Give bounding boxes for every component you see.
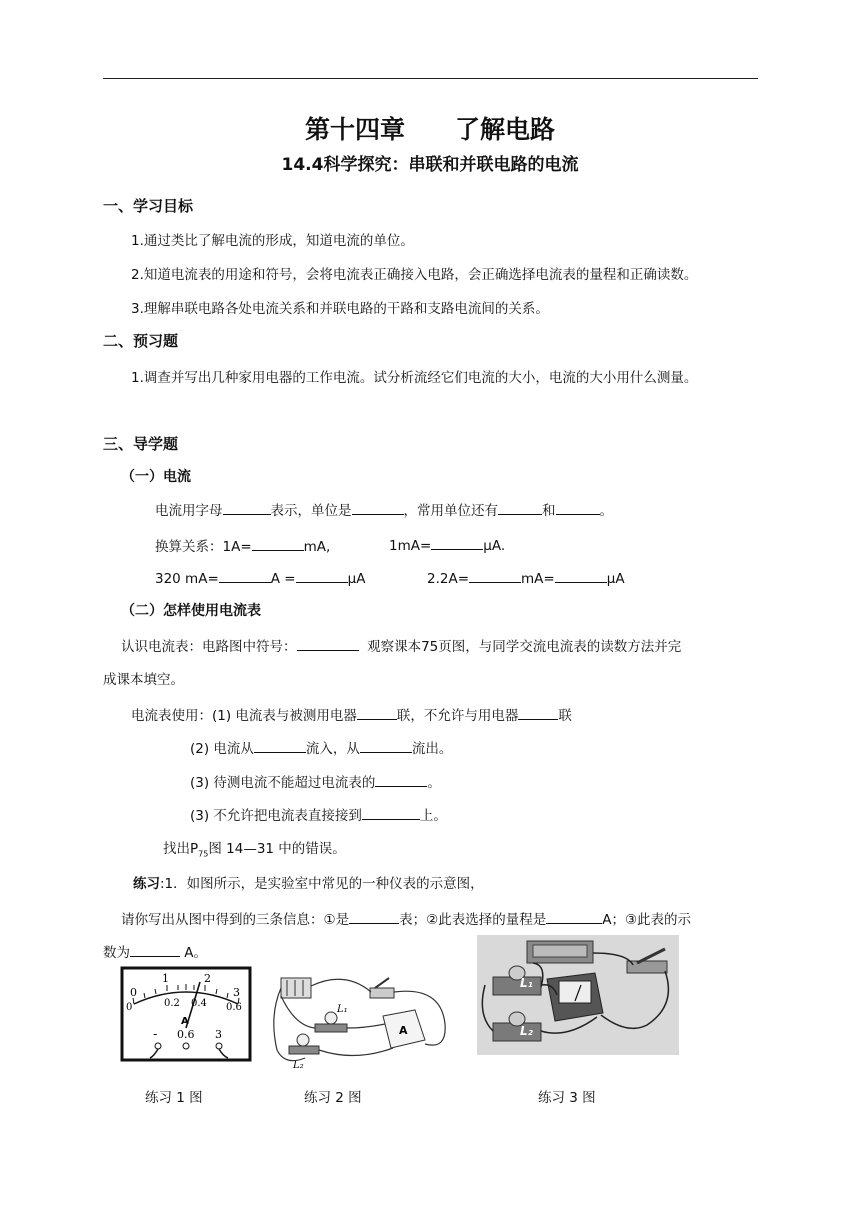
usage-rule-1: [131, 704, 572, 724]
text: 联，不允许与用电器: [396, 708, 519, 724]
blank[interactable]: [296, 568, 348, 583]
conversion-line-1: [155, 535, 330, 555]
blank[interactable]: [349, 909, 399, 924]
text: 请你写出从图中得到的三条信息：①是: [121, 912, 350, 928]
blank[interactable]: [555, 568, 607, 583]
blank[interactable]: [360, 738, 412, 753]
text: 观察课本75页图，与同学交流电流表的读数方法并完: [367, 639, 682, 655]
text: 换算关系：1A=: [155, 539, 252, 555]
text: mA=: [521, 571, 555, 587]
usage-rule-4: [190, 804, 447, 824]
sec1-heading: 一、学习目标: [103, 197, 194, 215]
top-rule: [103, 78, 758, 79]
bulb-1: [325, 1012, 337, 1024]
exercise-line-2: [121, 908, 691, 928]
caption-fig2: 练习 2 图: [304, 1090, 362, 1106]
text: 认识电流表：电路图中符号：: [121, 639, 297, 655]
conversion-line-2: [155, 568, 365, 587]
blank[interactable]: [375, 772, 427, 787]
sec3-heading: 三、导学题: [103, 435, 179, 453]
terminal-3: 3: [215, 1028, 222, 1041]
blank[interactable]: [498, 500, 542, 515]
blank[interactable]: [223, 500, 271, 515]
find-errors: [163, 837, 346, 859]
scale-top-0: 0: [130, 986, 137, 999]
scale-top-3: 3: [233, 986, 240, 999]
section-title: 14.4科学探究：串联和并联电路的电流: [281, 155, 579, 175]
text: μA.: [483, 538, 506, 554]
blank[interactable]: [518, 705, 558, 720]
sec1-item-2: 2.知道电流表的用途和符号，会将电流表正确接入电路，会正确选择电流表的量程和正确读数。: [131, 267, 698, 283]
text: 流入，从: [305, 741, 360, 757]
exercise-line-1: [133, 872, 484, 892]
blank[interactable]: [252, 536, 304, 551]
ammeter-letter: A: [399, 1024, 408, 1037]
scale-bottom-0: 0: [126, 1002, 133, 1013]
bulb-base-1: [315, 1024, 347, 1032]
blank[interactable]: [556, 500, 600, 515]
exercise-line-3: [103, 941, 207, 961]
blank[interactable]: [352, 500, 404, 515]
part1-heading: （一）电流: [121, 469, 191, 485]
blank[interactable]: [469, 568, 521, 583]
label-L2: L₂: [520, 1024, 533, 1038]
text: (3) 待测电流不能超过电流表的: [190, 775, 376, 791]
bulb-2: [297, 1034, 309, 1046]
part2-heading: （二）怎样使用电流表: [121, 603, 261, 619]
label-L1: L₁: [520, 976, 533, 990]
ammeter-dial-figure: [120, 966, 252, 1062]
blank[interactable]: [254, 738, 306, 753]
page-subscript: 75: [198, 849, 209, 859]
label-L2: L₂: [293, 1060, 304, 1071]
text: 找出P: [163, 841, 199, 857]
scale-top-2: 2: [204, 972, 211, 985]
text: 电流用字母: [155, 503, 223, 519]
blank[interactable]: [297, 636, 359, 651]
text: 1mA=: [389, 538, 432, 554]
text: A =: [270, 571, 296, 587]
exercise-label: 练习: [133, 876, 160, 892]
scale-top-1: 1: [162, 972, 169, 985]
usage-rule-2: [190, 737, 452, 757]
terminal-06: 0.6: [177, 1028, 195, 1041]
blank[interactable]: [362, 805, 420, 820]
sec1-item-1: 1.通过类比了解电流的形成，知道电流的单位。: [131, 233, 414, 249]
text: A。: [184, 945, 208, 961]
scale-bottom-02: 0.2: [164, 998, 180, 1009]
switch: [370, 988, 394, 998]
scale-bottom-06: 0.6: [226, 1002, 242, 1013]
text: 表示，单位是: [270, 503, 352, 519]
blank[interactable]: [219, 568, 271, 583]
meter-frame: [122, 968, 250, 1060]
text: 流出。: [411, 741, 453, 757]
sec1-item-3: 3.理解串联电路各处电流关系和并联电路的干路和支路电流间的关系。: [131, 301, 549, 317]
blank[interactable]: [431, 535, 483, 550]
text: 联: [558, 708, 572, 724]
switch: [627, 961, 667, 973]
terminal-minus: -: [153, 1027, 158, 1041]
current-line-1: [155, 499, 613, 519]
blank[interactable]: [357, 705, 397, 720]
text: 图 14—31 中的错误。: [208, 841, 346, 857]
text: 2.2A=: [427, 571, 470, 587]
text: 表；②此表选择的量程是: [399, 912, 547, 928]
text: :1．如图所示，是实验室中常见的一种仪表的示意图，: [160, 876, 484, 892]
text: (2) 电流从: [190, 741, 254, 757]
circuit-figure-2: [265, 966, 457, 1074]
usage-rule-3: [190, 771, 441, 791]
text: mA,: [303, 539, 331, 555]
scale-bottom-04: 0.4: [191, 998, 207, 1009]
battery-pack: [281, 978, 311, 998]
text: ，常用单位还有: [403, 503, 498, 519]
conversion-line-2b: [427, 568, 625, 587]
text: μA: [347, 571, 366, 587]
chapter-title: 第十四章 了解电路: [304, 115, 555, 144]
bulb-base-2: [289, 1046, 319, 1054]
text: 。: [427, 775, 441, 791]
ammeter-intro-cont: 成课本填空。: [103, 672, 184, 688]
blank[interactable]: [546, 909, 602, 924]
caption-fig1: 练习 1 图: [145, 1090, 203, 1106]
text: 电流表使用：(1) 电流表与被测用电器: [131, 708, 357, 724]
text: 和: [542, 503, 556, 519]
conversion-line-1b: [389, 535, 505, 554]
circuit-figure-3: [477, 935, 679, 1055]
blank[interactable]: [130, 942, 180, 957]
text: 上。: [419, 808, 447, 824]
text: 。: [599, 503, 613, 519]
sec2-item-1: 1.调查并写出几种家用电器的工作电流。试分析流经它们电流的大小，电流的大小用什么测量。: [131, 370, 698, 386]
sec2-heading: 二、预习题: [103, 332, 179, 350]
label-L1: L₁: [337, 1004, 348, 1015]
text: (3) 不允许把电流表直接接到: [190, 808, 362, 824]
text: 320 mA=: [155, 571, 219, 587]
caption-fig3: 练习 3 图: [538, 1090, 596, 1106]
text: 数为: [103, 945, 130, 961]
text: μA: [606, 571, 625, 587]
text: A；③此表的示: [602, 912, 692, 928]
ammeter-intro: [121, 635, 681, 655]
meter-letter: A: [181, 1016, 189, 1027]
